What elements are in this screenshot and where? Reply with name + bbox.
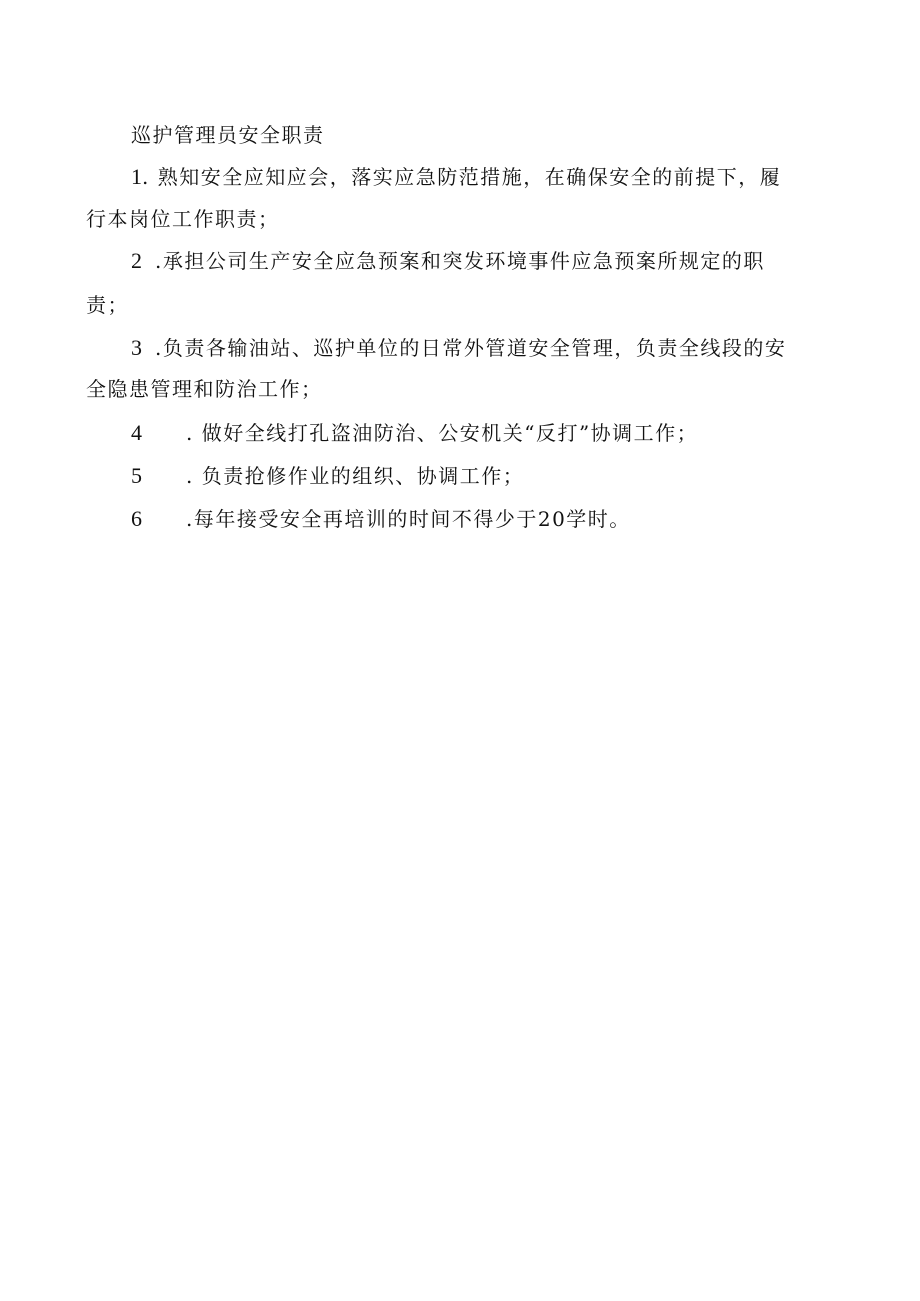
item-3-text-line1: .负责各输油站、巡护单位的日常外管道安全管理，负责全线段的安 xyxy=(155,336,787,360)
item-1-text-line1: . 熟知安全应知应会，落实应急防范措施，在确保安全的前提下，履 xyxy=(142,165,782,189)
item-6-text-line1: .每年接受安全再培训的时间不得少于20学时。 xyxy=(186,507,631,531)
item-6-number: 6 xyxy=(131,506,142,531)
item-3-number: 3 xyxy=(131,335,142,360)
item-3-text-line2: 全隐患管理和防治工作； xyxy=(86,377,323,401)
item-1-text-line2: 行本岗位工作职责； xyxy=(86,207,280,231)
document-title: 巡护管理员安全职责 xyxy=(131,123,325,147)
item-4-number: 4 xyxy=(131,420,142,445)
item-4-text-line1: . 做好全线打孔盗油防治、公安机关“反打”协调工作； xyxy=(186,421,699,445)
item-2-number: 2 xyxy=(131,248,142,273)
item-2-text-line1: .承担公司生产安全应急预案和突发环境事件应急预案所规定的职 xyxy=(155,249,765,273)
item-5-number: 5 xyxy=(131,463,142,488)
item-5-text-line1: . 负责抢修作业的组织、协调工作； xyxy=(186,464,525,488)
item-2-text-line2: 责； xyxy=(86,293,129,317)
item-1-number: 1 xyxy=(131,164,142,189)
